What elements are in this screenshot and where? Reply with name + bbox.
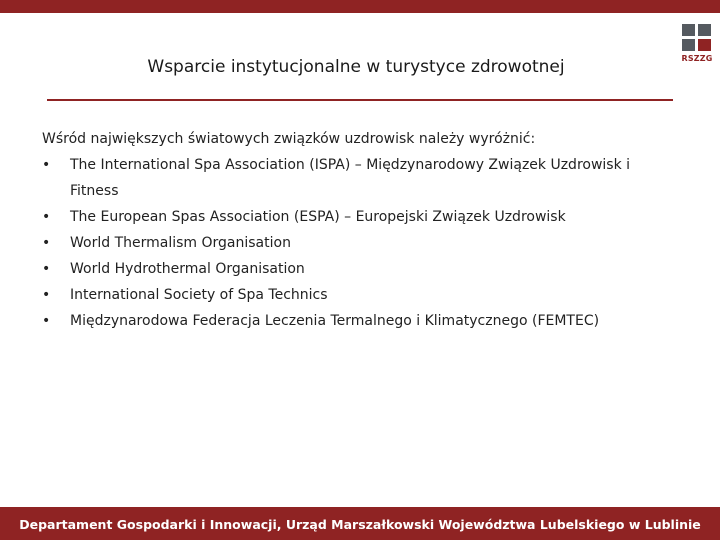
logo-text: RSZZG — [681, 54, 713, 63]
list-item — [42, 308, 682, 334]
top-accent-bar — [0, 0, 720, 13]
logo-square-icon — [682, 39, 695, 51]
logo-square-icon — [682, 24, 695, 36]
list-item — [42, 256, 682, 282]
bullet-icon: • — [42, 209, 51, 225]
main-content — [42, 126, 682, 334]
bullet-icon: • — [42, 157, 51, 173]
logo-square-accent-icon — [698, 39, 711, 51]
logo-grid-icon — [682, 24, 712, 52]
bullet-icon: • — [42, 313, 51, 329]
list-item — [42, 282, 682, 308]
rszzg-logo — [679, 24, 715, 68]
list-item — [42, 204, 682, 230]
organisation-list — [42, 152, 682, 334]
bullet-icon: • — [42, 235, 51, 251]
list-item-text: World Thermalism Organisation — [70, 235, 291, 251]
list-item — [42, 230, 682, 256]
title-divider — [47, 99, 673, 101]
intro-text: Wśród największych światowych związków uzdrowisk należy wyróżnić: — [42, 131, 536, 147]
list-item-text: The International Spa Association (ISPA) – Międzynarodowy Związek Uzdrowisk i Fitness — [70, 157, 631, 199]
footer-bar — [0, 507, 720, 540]
list-item-text: Międzynarodowa Federacja Leczenia Termalnego i Klimatycznego (FEMTEC) — [70, 313, 600, 329]
bullet-icon: • — [42, 261, 51, 277]
list-item-text: The European Spas Association (ESPA) – Europejski Związek Uzdrowisk — [70, 209, 566, 225]
list-item-text: World Hydrothermal Organisation — [70, 261, 305, 277]
bullet-icon: • — [42, 287, 51, 303]
list-item-text: International Society of Spa Technics — [70, 287, 328, 303]
logo-square-icon — [698, 24, 711, 36]
list-item — [42, 152, 682, 204]
page-title: Wsparcie instytucjonalne w turystyce zdrowotnej — [147, 57, 565, 77]
footer-text: Departament Gospodarki i Innowacji, Urząd Marszałkowski Województwa Lubelskiego w Lublinie — [19, 517, 701, 532]
